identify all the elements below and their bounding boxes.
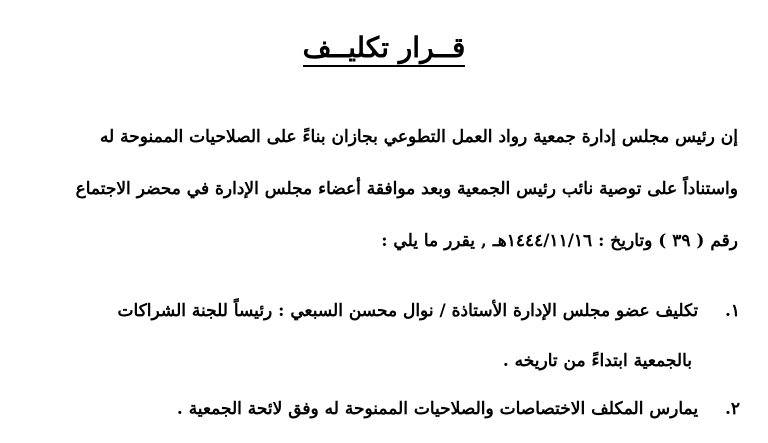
list-item-1 <box>20 298 740 324</box>
list-item-1-number: ١. <box>724 301 740 321</box>
document-title-text: قــرار تكليــف <box>303 31 466 67</box>
list-item-2-number: ٢. <box>724 399 740 419</box>
intro-line-1: إن رئيس مجلس إدارة جمعية رواد العمل التطوعي بجازان بناءً على الصلاحيات الممنوحة له <box>99 127 738 147</box>
list-item-1-continuation: بالجمعية ابتداءً من تاريخه . <box>502 351 692 371</box>
intro-line-2: واستناداً على توصية نائب رئيس الجمعية وبعد موافقة أعضاء مجلس الإدارة في محضر الاجتماع <box>75 179 738 199</box>
list-item-2 <box>20 396 740 422</box>
document-title <box>0 28 768 68</box>
list-item-1-text: تكليف عضو مجلس الإدارة الأستاذة / نوال محسن السبعي : رئيساً للجنة الشراكات <box>117 301 699 321</box>
intro-line-3: رقم ( ٣٩ ) وتاريخ : ١٤٤٤/١١/١٦هـ , يقرر ما يلي : <box>381 231 738 251</box>
list-item-2-text: يمارس المكلف الاختصاصات والصلاحيات الممنوحة له وفق لائحة الجمعية . <box>176 399 699 419</box>
